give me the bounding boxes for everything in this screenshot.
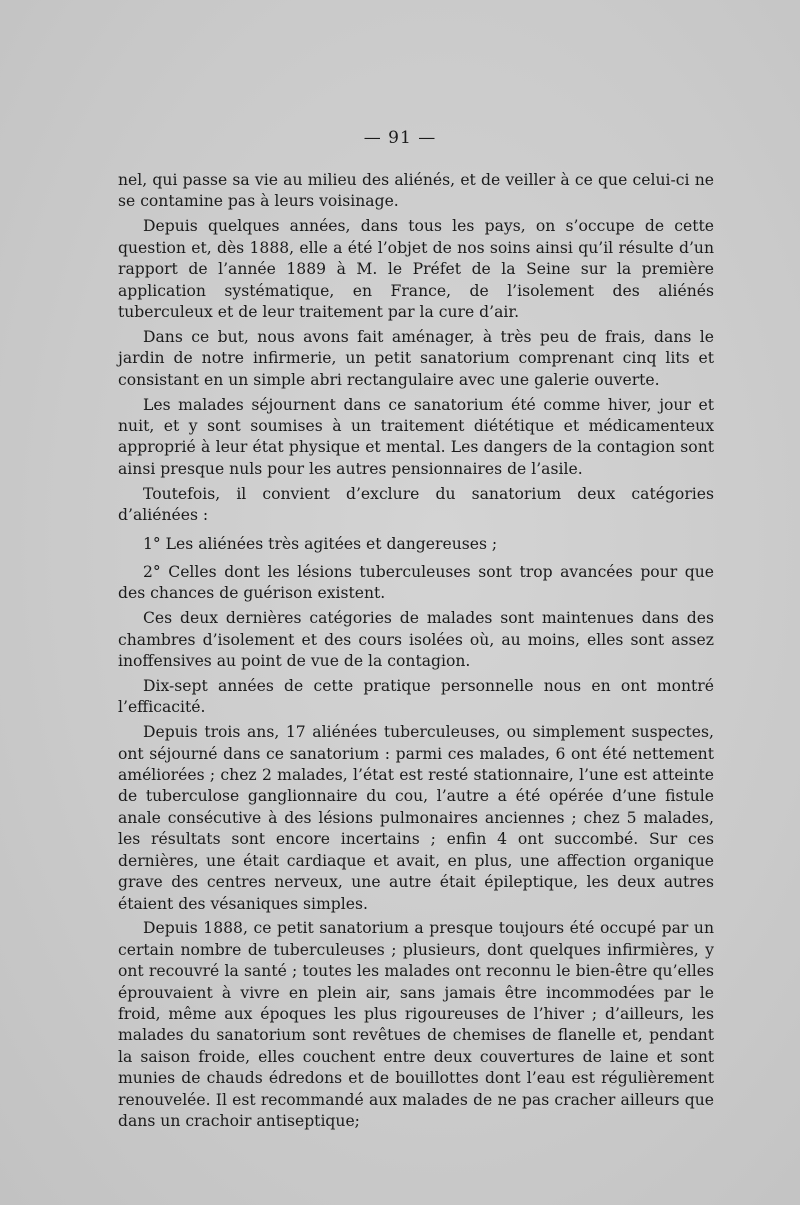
- paragraph: Depuis 1888, ce petit sanatorium a presque toujours été occupé par un certain nombre de tuberculeuses ; plusieurs, dont quelques infirmières, y ont recouvré la santé ; toutes les malades ont reconnu le bien-être qu’elles éprouvaient à vivre en plein air, sans jamais être incommodées par le froid, même aux époques les plus rigoureuses de l’hiver ; d’ailleurs, les malades du sanatorium sont revêtues de chemises de flanelle et, pendant la saison froide, elles couchent entre deux couvertures de laine et sont munies de chauds édredons et de bouillottes dont l’eau est régulièrement renouvelée. Il est recommandé aux malades de ne pas cracher ailleurs que dans un crachoir antiseptique;: [118, 919, 714, 1131]
- paragraph-continuation: nel, qui passe sa vie au milieu des aliénés, et de veiller à ce que celui-ci ne se contamine pas à leurs voisinage.: [118, 171, 714, 211]
- paragraph: Les malades séjournent dans ce sanatorium été comme hiver, jour et nuit, et y sont soumises à un traitement diététique et médicamenteux approprié à leur état physique et mental. Les dangers de la contagion sont ainsi presque nuls pour les autres pensionnaires de l’asile.: [118, 395, 714, 478]
- body-text: [118, 170, 714, 1136]
- paragraph: Toutefois, il convient d’exclure du sanatorium deux catégories d’aliénées :: [118, 484, 714, 525]
- paragraph: Depuis quelques années, dans tous les pays, on s’occupe de cette question et, dès 1888, elle a été l’objet de nos soins ainsi qu’il résulte d’un rapport de l’année 1889 à M. le Préfet de la Seine sur la première application systématique, en France, de l’isolement des aliénés tuberculeux et de leur traitement par la cure d’air.: [118, 217, 714, 321]
- list-item-1: 1° Les aliénées très agitées et dangereuses ;: [143, 534, 498, 553]
- paragraph: Dans ce but, nous avons fait aménager, à très peu de frais, dans le jardin de notre infirmerie, un petit sanatorium comprenant cinq lits et consistant en un simple abri rectangulaire avec une galerie ouverte.: [118, 327, 714, 389]
- paragraph: Depuis trois ans, 17 aliénées tuberculeuses, ou simplement suspectes, ont séjourné dans ce sanatorium : parmi ces malades, 6 ont été nettement améliorées ; chez 2 malades, l’état est resté stationnaire, l’une est atteinte de tuberculose ganglionnaire du cou, l’autre a été opérée d’une fistule anale consécutive à des lésions pulmonaires anciennes ; chez 5 malades, les résultats sont encore incertains ; enfin 4 ont succombé. Sur ces dernières, une était cardiaque et avait, en plus, une affection organique grave des centres nerveux, une autre était épileptique, les deux autres étaient des vésaniques simples.: [118, 723, 714, 913]
- paragraph: Dix-sept années de cette pratique personnelle nous en ont montré l’efficacité.: [118, 676, 714, 717]
- page-number: — 91 —: [363, 128, 437, 148]
- list-item-2: 2° Celles dont les lésions tuberculeuses sont trop avancées pour que des chances de guérison existent.: [118, 562, 714, 603]
- paragraph: Ces deux dernières catégories de malades sont maintenues dans des chambres d’isolement et des cours isolées où, au moins, elles sont assez inoffensives au point de vue de la contagion.: [118, 609, 714, 671]
